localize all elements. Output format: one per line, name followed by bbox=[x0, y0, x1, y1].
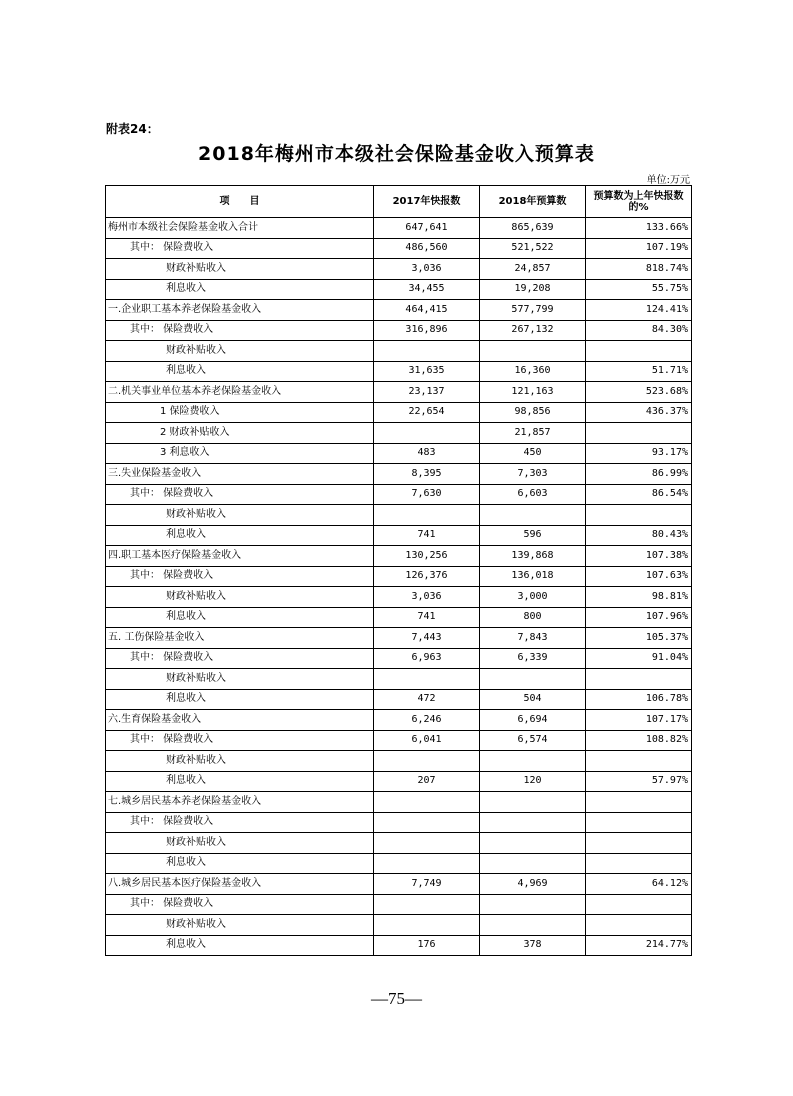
row-label: 财政补贴收入 bbox=[106, 751, 374, 772]
value-2017: 8,395 bbox=[374, 464, 480, 485]
row-label: 财政补贴收入 bbox=[106, 669, 374, 690]
row-label: 六.生育保险基金收入 bbox=[106, 710, 374, 731]
value-2017 bbox=[374, 751, 480, 772]
value-2017: 6,246 bbox=[374, 710, 480, 731]
value-2017: 23,137 bbox=[374, 382, 480, 403]
table-row bbox=[106, 648, 692, 669]
page-number: —75— bbox=[371, 989, 422, 1008]
row-label: 2 财政补贴收入 bbox=[106, 423, 374, 444]
value-percent: 107.96% bbox=[586, 607, 692, 628]
value-percent: 93.17% bbox=[586, 443, 692, 464]
table-row bbox=[106, 935, 692, 956]
value-2017: 126,376 bbox=[374, 566, 480, 587]
row-label: 利息收入 bbox=[106, 607, 374, 628]
row-label: 利息收入 bbox=[106, 279, 374, 300]
table-row bbox=[106, 484, 692, 505]
unit-label: 单位:万元 bbox=[646, 175, 690, 186]
value-2017: 176 bbox=[374, 935, 480, 956]
value-percent bbox=[586, 812, 692, 833]
row-label: 梅州市本级社会保险基金收入合计 bbox=[106, 218, 374, 239]
table-row bbox=[106, 279, 692, 300]
row-label: 利息收入 bbox=[106, 689, 374, 710]
row-label: 财政补贴收入 bbox=[106, 505, 374, 526]
value-2017: 464,415 bbox=[374, 300, 480, 321]
value-2018: 19,208 bbox=[480, 279, 586, 300]
table-row bbox=[106, 607, 692, 628]
row-label: 五. 工伤保险基金收入 bbox=[106, 628, 374, 649]
row-label: 其中： 保险费收入 bbox=[106, 484, 374, 505]
value-2018: 7,303 bbox=[480, 464, 586, 485]
value-2018: 7,843 bbox=[480, 628, 586, 649]
row-label: 八.城乡居民基本医疗保险基金收入 bbox=[106, 874, 374, 895]
table-row bbox=[106, 300, 692, 321]
row-label: 其中： 保险费收入 bbox=[106, 894, 374, 915]
table-row bbox=[106, 341, 692, 362]
table-row bbox=[106, 669, 692, 690]
value-percent bbox=[586, 833, 692, 854]
row-label: 一.企业职工基本养老保险基金收入 bbox=[106, 300, 374, 321]
table-row bbox=[106, 730, 692, 751]
value-2018 bbox=[480, 669, 586, 690]
value-2018: 121,163 bbox=[480, 382, 586, 403]
value-2017 bbox=[374, 915, 480, 936]
value-percent: 106.78% bbox=[586, 689, 692, 710]
table-body bbox=[106, 218, 692, 956]
row-label: 财政补贴收入 bbox=[106, 341, 374, 362]
value-percent: 86.54% bbox=[586, 484, 692, 505]
value-2018 bbox=[480, 915, 586, 936]
value-2018: 450 bbox=[480, 443, 586, 464]
value-2018: 139,868 bbox=[480, 546, 586, 567]
table-row bbox=[106, 382, 692, 403]
value-percent: 64.12% bbox=[586, 874, 692, 895]
value-2017: 486,560 bbox=[374, 238, 480, 259]
value-2018: 136,018 bbox=[480, 566, 586, 587]
value-2018: 6,339 bbox=[480, 648, 586, 669]
row-label: 财政补贴收入 bbox=[106, 259, 374, 280]
table-row bbox=[106, 238, 692, 259]
value-2018: 6,694 bbox=[480, 710, 586, 731]
value-percent: 214.77% bbox=[586, 935, 692, 956]
page-title: 2018年梅州市本级社会保险基金收入预算表 bbox=[198, 143, 595, 165]
table-row bbox=[106, 689, 692, 710]
value-2017: 741 bbox=[374, 607, 480, 628]
table-row bbox=[106, 546, 692, 567]
row-label: 财政补贴收入 bbox=[106, 587, 374, 608]
value-2017: 472 bbox=[374, 689, 480, 710]
table-row bbox=[106, 566, 692, 587]
row-label: 其中： 保险费收入 bbox=[106, 320, 374, 341]
value-2017 bbox=[374, 833, 480, 854]
table-row bbox=[106, 771, 692, 792]
row-label: 利息收入 bbox=[106, 361, 374, 382]
value-2018 bbox=[480, 792, 586, 813]
value-2018: 16,360 bbox=[480, 361, 586, 382]
table-row bbox=[106, 423, 692, 444]
value-2018: 120 bbox=[480, 771, 586, 792]
value-2017: 207 bbox=[374, 771, 480, 792]
table-row bbox=[106, 505, 692, 526]
value-2017: 7,443 bbox=[374, 628, 480, 649]
value-percent: 133.66% bbox=[586, 218, 692, 239]
table-row bbox=[106, 525, 692, 546]
value-percent bbox=[586, 669, 692, 690]
value-percent: 57.97% bbox=[586, 771, 692, 792]
row-label: 利息收入 bbox=[106, 853, 374, 874]
value-2017: 22,654 bbox=[374, 402, 480, 423]
table-row bbox=[106, 710, 692, 731]
value-2017 bbox=[374, 812, 480, 833]
annex-label: 附表24： bbox=[106, 122, 159, 136]
table-row bbox=[106, 915, 692, 936]
header-2018: 2018年预算数 bbox=[480, 186, 586, 218]
table-row bbox=[106, 218, 692, 239]
header-percent: 预算数为上年快报数的% bbox=[586, 186, 692, 218]
table-row bbox=[106, 464, 692, 485]
value-percent: 108.82% bbox=[586, 730, 692, 751]
value-2017 bbox=[374, 792, 480, 813]
value-percent: 80.43% bbox=[586, 525, 692, 546]
value-2017: 483 bbox=[374, 443, 480, 464]
value-2018: 267,132 bbox=[480, 320, 586, 341]
row-label: 利息收入 bbox=[106, 771, 374, 792]
value-2017 bbox=[374, 669, 480, 690]
value-percent: 107.17% bbox=[586, 710, 692, 731]
table-row bbox=[106, 361, 692, 382]
table-row bbox=[106, 792, 692, 813]
value-2018: 98,856 bbox=[480, 402, 586, 423]
row-label: 四.职工基本医疗保险基金收入 bbox=[106, 546, 374, 567]
value-percent bbox=[586, 894, 692, 915]
header-item: 项 目 bbox=[106, 186, 374, 218]
value-percent bbox=[586, 915, 692, 936]
value-2017: 316,896 bbox=[374, 320, 480, 341]
value-2017 bbox=[374, 341, 480, 362]
value-percent: 107.38% bbox=[586, 546, 692, 567]
value-2018: 577,799 bbox=[480, 300, 586, 321]
table-row bbox=[106, 587, 692, 608]
row-label: 财政补贴收入 bbox=[106, 833, 374, 854]
value-percent: 98.81% bbox=[586, 587, 692, 608]
value-percent bbox=[586, 751, 692, 772]
table-row bbox=[106, 628, 692, 649]
value-percent: 523.68% bbox=[586, 382, 692, 403]
table-header-row bbox=[106, 186, 692, 218]
row-label: 其中： 保险费收入 bbox=[106, 730, 374, 751]
table-row bbox=[106, 320, 692, 341]
value-2017: 6,041 bbox=[374, 730, 480, 751]
value-2017: 7,630 bbox=[374, 484, 480, 505]
value-2018: 6,603 bbox=[480, 484, 586, 505]
table-row bbox=[106, 833, 692, 854]
value-2018: 4,969 bbox=[480, 874, 586, 895]
header-2017: 2017年快报数 bbox=[374, 186, 480, 218]
value-2018: 521,522 bbox=[480, 238, 586, 259]
value-2017: 3,036 bbox=[374, 259, 480, 280]
value-percent bbox=[586, 505, 692, 526]
value-percent: 86.99% bbox=[586, 464, 692, 485]
row-label: 其中： 保险费收入 bbox=[106, 812, 374, 833]
value-percent bbox=[586, 853, 692, 874]
row-label: 七.城乡居民基本养老保险基金收入 bbox=[106, 792, 374, 813]
row-label: 其中： 保险费收入 bbox=[106, 238, 374, 259]
row-label: 财政补贴收入 bbox=[106, 915, 374, 936]
value-percent: 818.74% bbox=[586, 259, 692, 280]
value-2017: 31,635 bbox=[374, 361, 480, 382]
value-2017: 3,036 bbox=[374, 587, 480, 608]
value-2018: 596 bbox=[480, 525, 586, 546]
value-percent: 436.37% bbox=[586, 402, 692, 423]
value-percent: 124.41% bbox=[586, 300, 692, 321]
value-2018: 865,639 bbox=[480, 218, 586, 239]
value-percent: 107.63% bbox=[586, 566, 692, 587]
value-2018: 504 bbox=[480, 689, 586, 710]
table-row bbox=[106, 443, 692, 464]
value-percent: 84.30% bbox=[586, 320, 692, 341]
value-2018: 3,000 bbox=[480, 587, 586, 608]
value-2018 bbox=[480, 894, 586, 915]
value-2018 bbox=[480, 833, 586, 854]
value-2018: 800 bbox=[480, 607, 586, 628]
value-2018 bbox=[480, 751, 586, 772]
table-row bbox=[106, 402, 692, 423]
value-2018: 21,857 bbox=[480, 423, 586, 444]
value-2018 bbox=[480, 341, 586, 362]
value-2018: 6,574 bbox=[480, 730, 586, 751]
table-row bbox=[106, 751, 692, 772]
value-2018: 24,857 bbox=[480, 259, 586, 280]
row-label: 1 保险费收入 bbox=[106, 402, 374, 423]
row-label: 三.失业保险基金收入 bbox=[106, 464, 374, 485]
value-percent: 91.04% bbox=[586, 648, 692, 669]
value-percent bbox=[586, 792, 692, 813]
row-label: 利息收入 bbox=[106, 525, 374, 546]
value-percent: 107.19% bbox=[586, 238, 692, 259]
value-2017: 130,256 bbox=[374, 546, 480, 567]
budget-table bbox=[105, 185, 692, 956]
value-2017 bbox=[374, 505, 480, 526]
row-label: 3 利息收入 bbox=[106, 443, 374, 464]
value-2018 bbox=[480, 812, 586, 833]
row-label: 其中： 保险费收入 bbox=[106, 566, 374, 587]
value-percent: 105.37% bbox=[586, 628, 692, 649]
value-2017 bbox=[374, 853, 480, 874]
value-2018 bbox=[480, 853, 586, 874]
table-row bbox=[106, 894, 692, 915]
value-2017: 34,455 bbox=[374, 279, 480, 300]
row-label: 利息收入 bbox=[106, 935, 374, 956]
row-label: 其中： 保险费收入 bbox=[106, 648, 374, 669]
table-row bbox=[106, 812, 692, 833]
table-row bbox=[106, 853, 692, 874]
value-2017: 741 bbox=[374, 525, 480, 546]
value-percent: 55.75% bbox=[586, 279, 692, 300]
row-label: 二.机关事业单位基本养老保险基金收入 bbox=[106, 382, 374, 403]
value-percent bbox=[586, 423, 692, 444]
value-2017: 6,963 bbox=[374, 648, 480, 669]
table-row bbox=[106, 874, 692, 895]
value-percent: 51.71% bbox=[586, 361, 692, 382]
value-percent bbox=[586, 341, 692, 362]
value-2018 bbox=[480, 505, 586, 526]
table-row bbox=[106, 259, 692, 280]
value-2017: 647,641 bbox=[374, 218, 480, 239]
value-2017 bbox=[374, 894, 480, 915]
value-2017 bbox=[374, 423, 480, 444]
value-2018: 378 bbox=[480, 935, 586, 956]
value-2017: 7,749 bbox=[374, 874, 480, 895]
